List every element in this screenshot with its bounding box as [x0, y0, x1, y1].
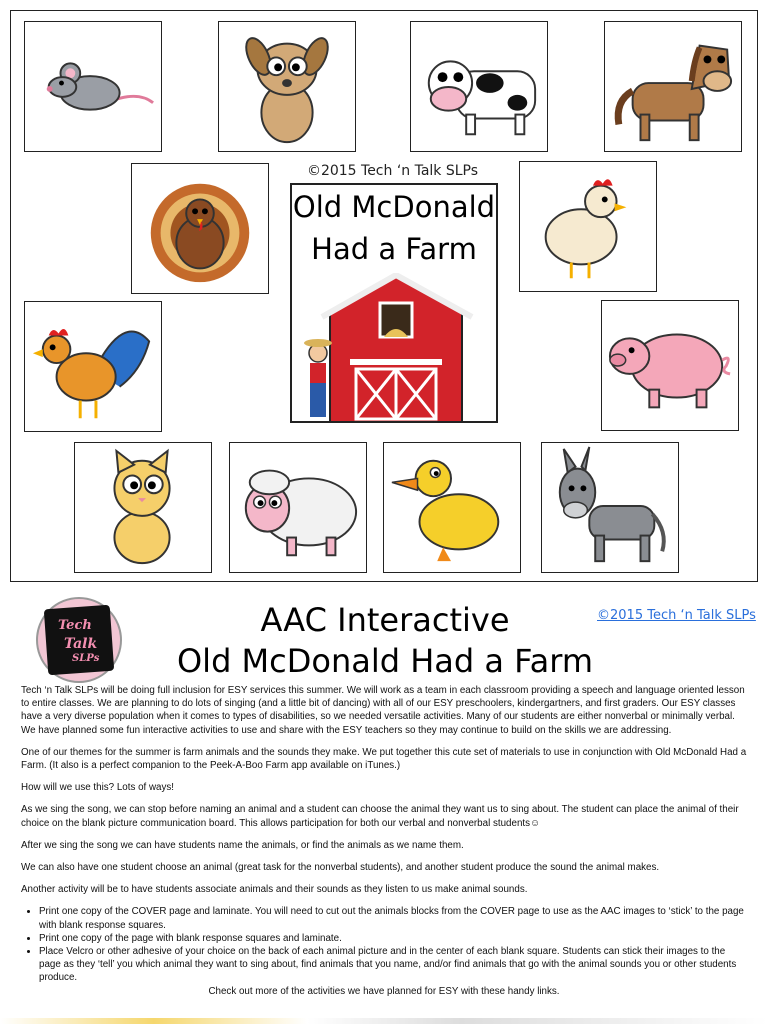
- animal-card-donkey[interactable]: [541, 442, 679, 573]
- paragraph-associate: Another activity will be to have students associate animals and their sounds as they listen to us make animal sounds.: [21, 884, 528, 896]
- mouse-icon: [25, 22, 161, 151]
- animal-card-dog[interactable]: [218, 21, 356, 152]
- page-heading-line2: Old McDonald Had a Farm: [176, 642, 594, 680]
- cover-image: [290, 183, 498, 423]
- body-text: [21, 684, 747, 998]
- animal-card-sheep[interactable]: [229, 442, 367, 573]
- list-item: • Print one copy of the page with blank response squares and laminate.: [39, 932, 747, 945]
- paragraph-intro: Tech ‘n Talk SLPs will be doing full inclusion for ESY services this summer. We will work as a team in each classroom providing a speech and language oriented lesson to entire classes. We are planning to do lots of singing (and a little bit of dancing) with all of our ESY preschoolers, kindergartners, and first graders. Our ESY classes have a very diverse population when it comes to types of disabilities, so we needed versatile activities. Many of our students are either nonverbal or minimally verbal. We have planned some fun interactive activities to use and share with the ESY teachers so they may continue to build on the skills we are addressing.: [21, 685, 745, 736]
- bottom-strip: [0, 1018, 768, 1024]
- animal-card-chicken[interactable]: [519, 161, 657, 292]
- animal-card-cow[interactable]: [410, 21, 548, 152]
- animal-card-mouse[interactable]: [24, 21, 162, 152]
- page-heading-line1: AAC Interactive: [260, 601, 510, 639]
- copyright-link[interactable]: ©2015 Tech ‘n Talk SLPs: [597, 608, 756, 623]
- list-item: • Print one copy of the COVER page and laminate. You will need to cut out the animals blocks from the COVER page to use as the AAC images to ‘stick’ to the page with blank response squares.: [39, 905, 747, 931]
- paragraph-question: How will we use this? Lots of ways!: [21, 782, 174, 794]
- instructions-list: [21, 905, 747, 984]
- rooster-icon: [25, 302, 161, 431]
- logo-text-slps: SLPs: [72, 653, 100, 664]
- sheep-icon: [230, 443, 366, 572]
- horse-icon: [605, 22, 741, 151]
- cover-copyright: ©2015 Tech ‘n Talk SLPs: [306, 163, 479, 179]
- turkey-icon: [132, 164, 268, 293]
- pig-icon: [602, 301, 738, 430]
- animal-card-rooster[interactable]: [24, 301, 162, 432]
- duck-icon: [384, 443, 520, 572]
- footer-text: Check out more of the activities we have planned for ESY with these handy links.: [208, 985, 560, 997]
- paragraph-after: After we sing the song we can have students name the animals, or find the animals as we name them.: [21, 839, 464, 851]
- logo-text-talk: Talk: [64, 636, 98, 652]
- donkey-icon: [542, 443, 678, 572]
- tech-n-talk-logo: [36, 597, 122, 683]
- animal-card-duck[interactable]: [383, 442, 521, 573]
- animal-card-horse[interactable]: [604, 21, 742, 152]
- chicken-icon: [520, 162, 656, 291]
- animal-card-pig[interactable]: [601, 300, 739, 431]
- paragraph-choose: We can also have one student choose an animal (great task for the nonverbal students), and another student produce the sound the animal makes.: [21, 862, 660, 874]
- logo-text-tech: Tech: [58, 618, 92, 633]
- animal-card-cat[interactable]: [74, 442, 212, 573]
- list-item: • Place Velcro or other adhesive of your choice on the back of each animal picture and in the center of each blank square. Students can stick their images to the page as they ‘tell’ you which animal they want to sing about, find animals that you name, and/or find animals that go with the animal sounds you or other students produce.: [39, 945, 747, 985]
- cover-title-line2: Had a Farm: [311, 232, 477, 266]
- cover-title-line1: Old McDonald: [292, 190, 496, 224]
- cat-icon: [75, 443, 211, 572]
- barn-icon: [292, 273, 498, 423]
- animal-card-turkey[interactable]: [131, 163, 269, 294]
- dog-icon: [219, 22, 355, 151]
- paragraph-sing: As we sing the song, we can stop before naming an animal and a student can choose the animal they want us to sing about. The student can place the animal of their choice on the blank picture communication board. This allows participation for both our verbal and nonverbal students☺: [21, 804, 739, 829]
- cow-icon: [411, 22, 547, 151]
- paragraph-theme: One of our themes for the summer is farm animals and the sounds they make. We put together this cute set of materials to use in conjunction with Old McDonald Had a Farm. (It also is a perfect companion to the Peek-A-Boo Farm app available on iTunes.): [21, 746, 747, 772]
